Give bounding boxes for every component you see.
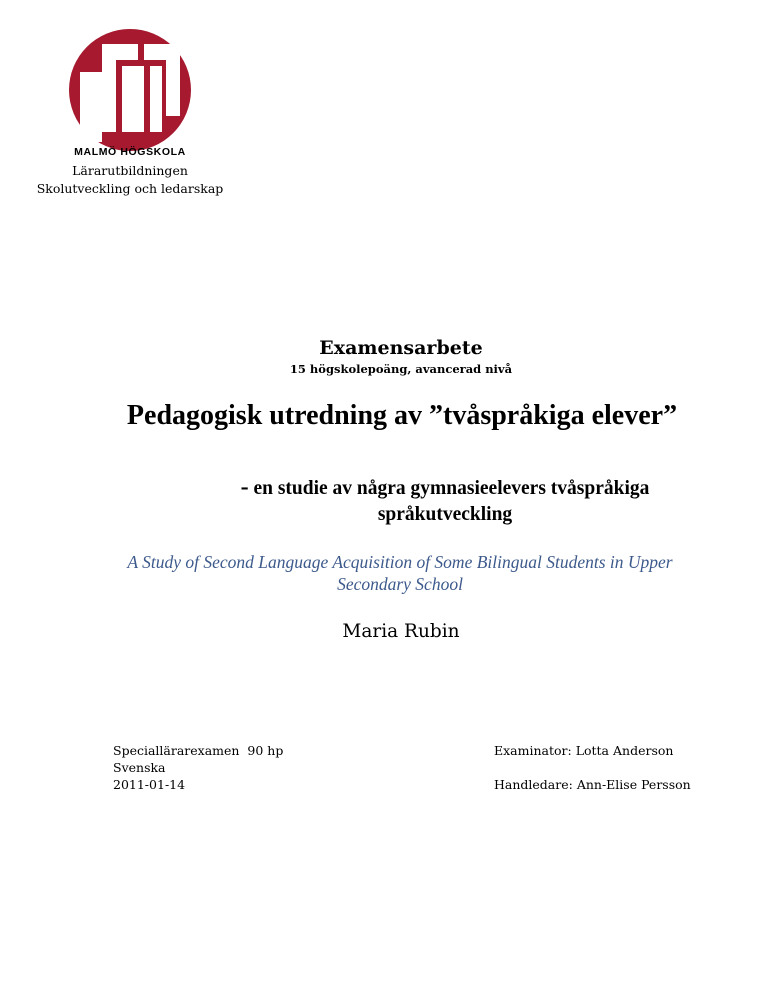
credits-level: 15 högskolepoäng, avancerad nivå — [289, 362, 513, 376]
degree: Speciallärarexamen 90 hp — [113, 743, 284, 758]
supervisor: Handledare: Ann-Elise Persson — [494, 777, 691, 792]
subtitle-dash: - — [240, 474, 249, 500]
subject: Svenska — [113, 760, 166, 775]
subtitle-text: en studie av några gymnasieelevers tvåspråkiga språkutveckling — [253, 478, 650, 525]
thesis-title: Pedagogisk utredning av ”tvåspråkiga elever” — [126, 400, 678, 431]
thesis-subtitle — [236, 474, 654, 528]
english-title: A Study of Second Language Acquisition of Some Bilingual Students in Upper Secondary School — [127, 552, 673, 594]
degree-details — [113, 742, 283, 793]
institution-wordmark: MALMÖ HÖGSKOLA — [74, 146, 186, 158]
date: 2011-01-14 — [113, 777, 186, 792]
author-name: Maria Rubin — [342, 621, 460, 642]
department-division: Skolutveckling och ledarskap — [36, 181, 224, 196]
examiner: Examinator: Lotta Anderson — [494, 743, 674, 758]
malmo-hogskola-logo-icon — [66, 28, 194, 152]
department-name: Lärarutbildningen — [72, 163, 188, 178]
document-type: Examensarbete — [319, 337, 483, 359]
